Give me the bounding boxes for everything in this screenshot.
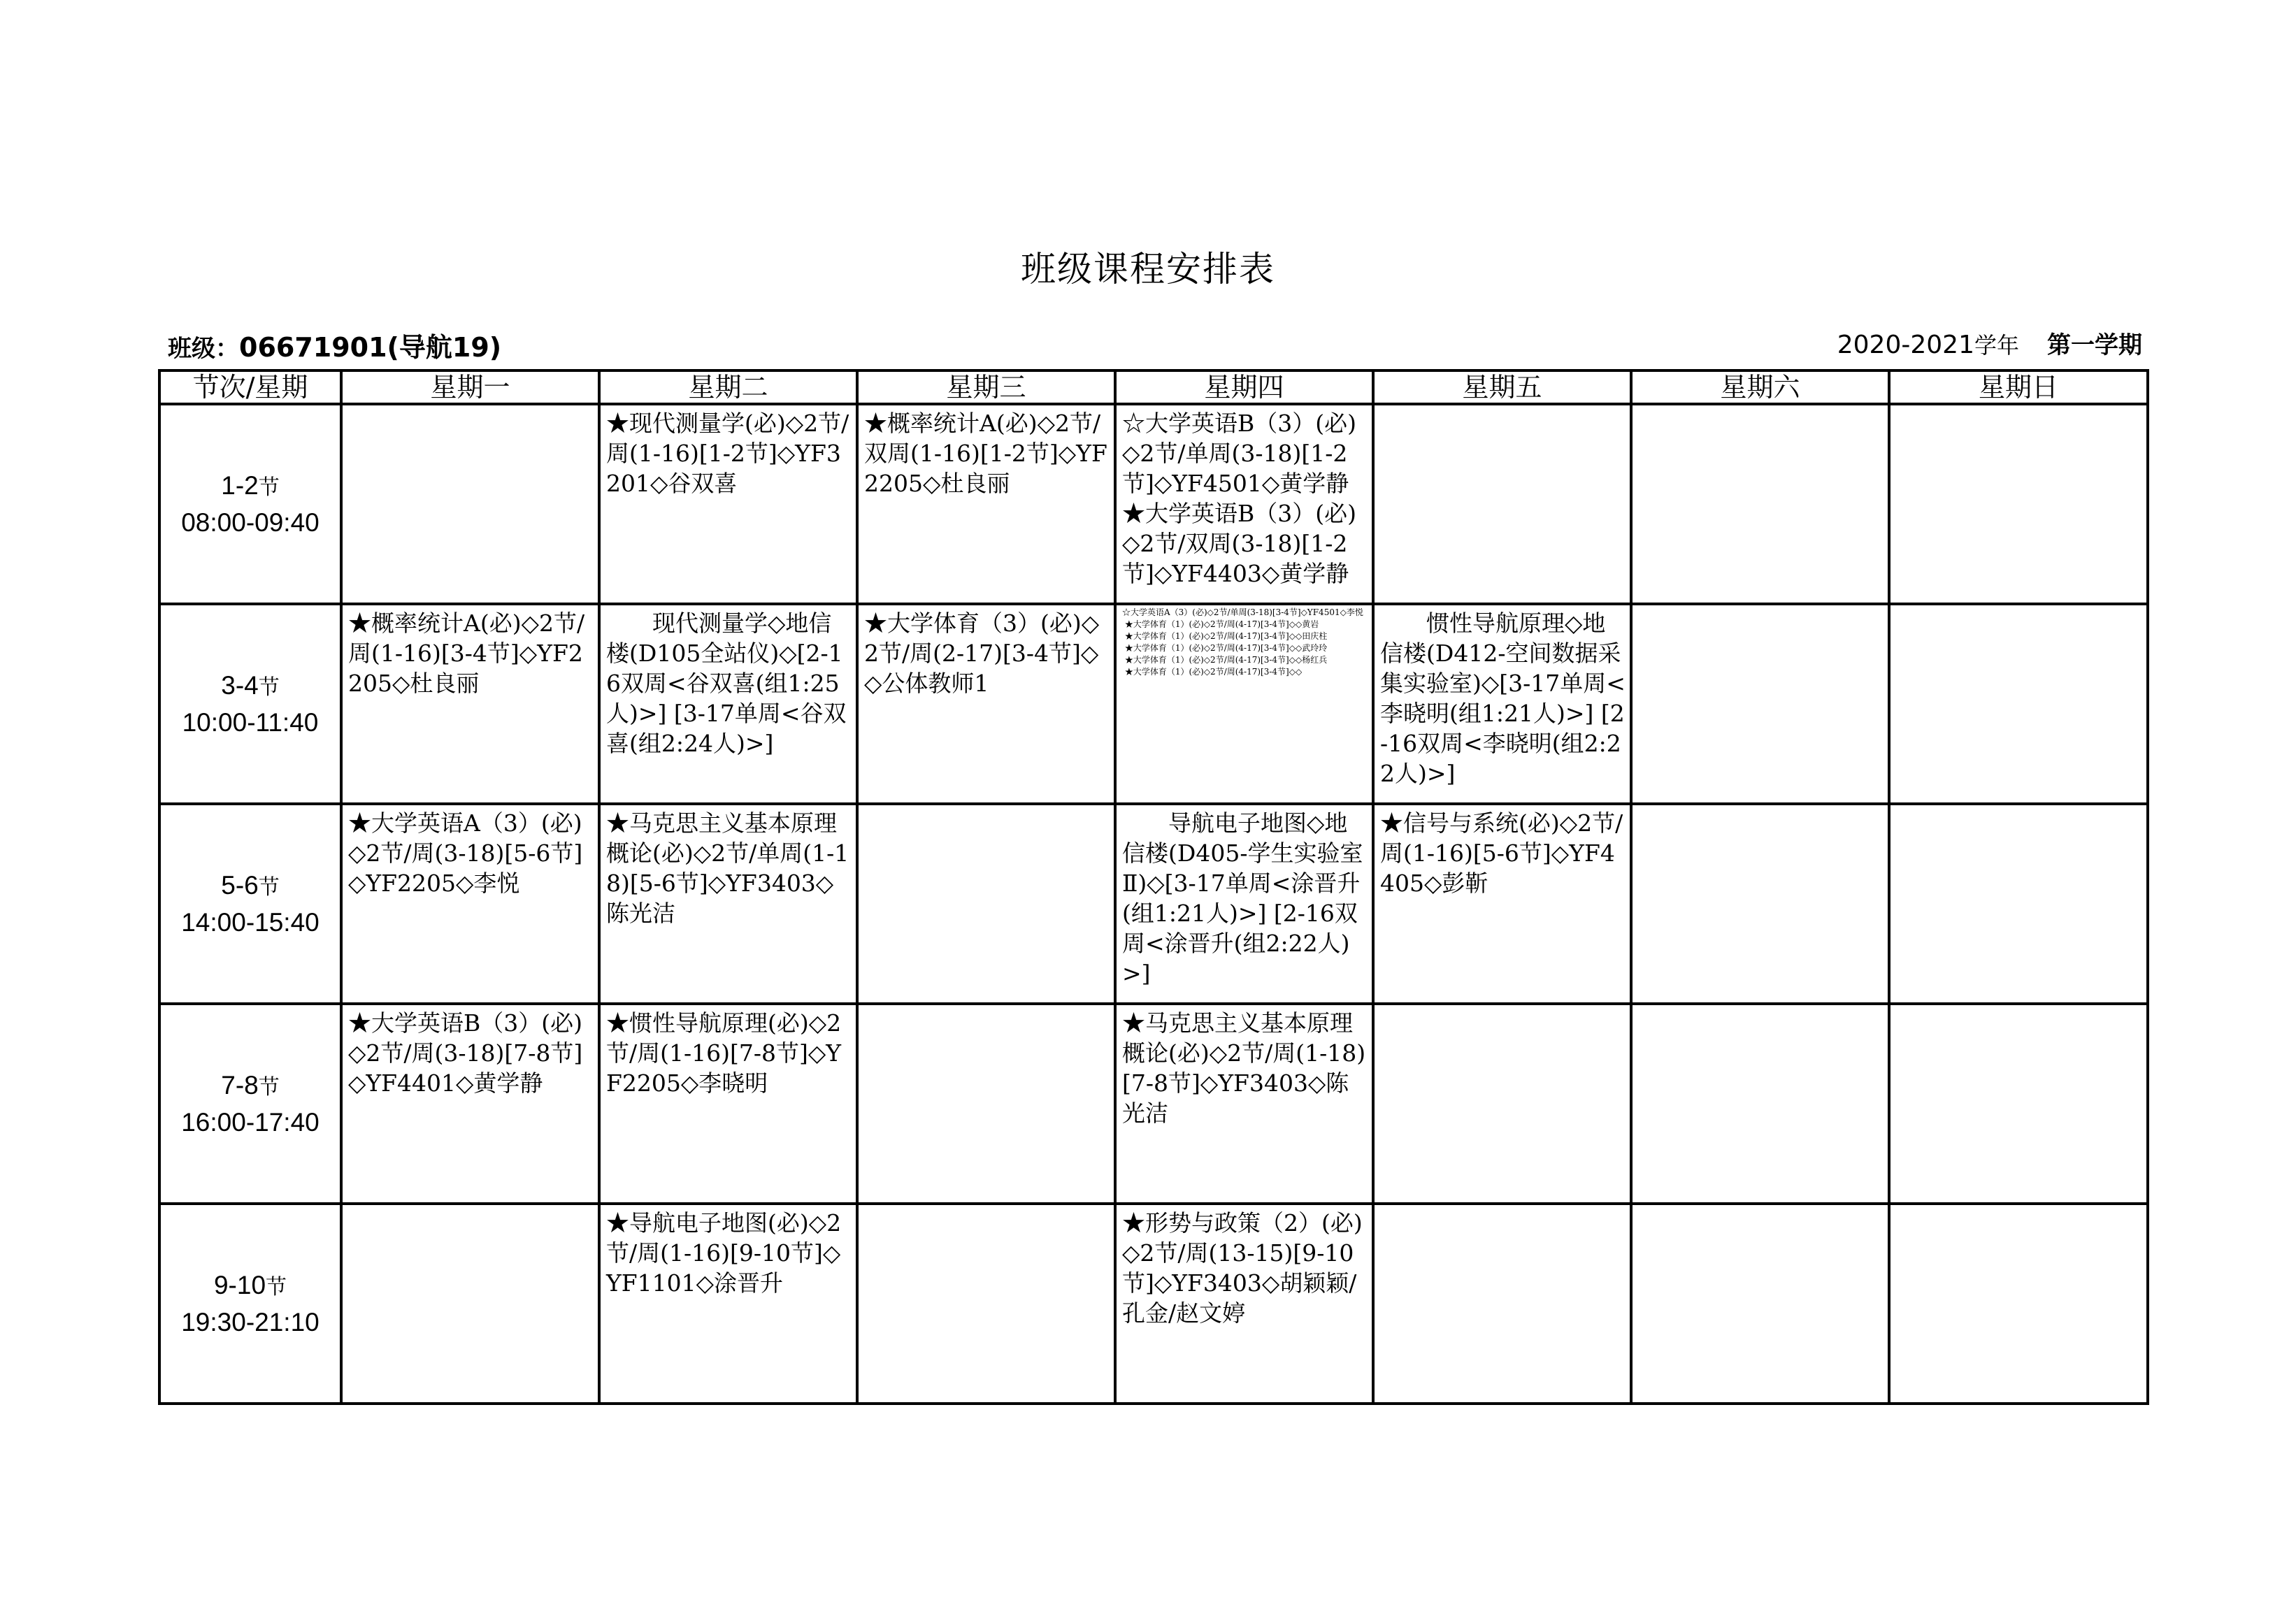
course-cell	[1889, 404, 2148, 604]
table-row	[159, 1004, 2148, 1204]
course-text: ★概率统计A(必)◇2节/周(1-16)[3-4节]◇YF2205◇杜良丽	[348, 610, 585, 697]
course-cell	[1115, 804, 1373, 1004]
course-text	[1375, 1005, 1630, 1202]
header-friday: 星期五	[1373, 370, 1631, 404]
course-cell	[857, 1204, 1115, 1404]
course-cell	[1889, 804, 2148, 1004]
course-text	[1375, 1205, 1630, 1402]
course-cell	[857, 404, 1115, 604]
period-time: 14:00-15:40	[181, 907, 320, 937]
course-text	[343, 405, 598, 603]
course-cell	[341, 404, 599, 604]
schedule-table	[158, 369, 2149, 1405]
course-text	[859, 805, 1114, 1002]
course-cell	[599, 404, 857, 604]
period-number: 3-4	[221, 670, 259, 700]
page-title: 班级课程安排表	[1021, 249, 1275, 289]
course-text	[859, 1205, 1114, 1402]
course-text: ★信号与系统(必)◇2节/周(1-16)[5-6节]◇YF4405◇彭靳	[1380, 809, 1623, 897]
class-label: 班级：	[168, 335, 239, 363]
header-sunday: 星期日	[1889, 370, 2148, 404]
course-text: ★概率统计A(必)◇2节/双周(1-16)[1-2节]◇YF2205◇杜良丽	[864, 410, 1107, 497]
period-suffix: 节	[258, 874, 280, 900]
table-row	[159, 804, 2148, 1004]
course-cell	[341, 1004, 599, 1204]
period-time: 19:30-21:10	[181, 1307, 320, 1336]
course-text: 导航电子地图◇地信楼(D405-学生实验室Ⅱ)◇[3-17单周<涂晋升(组1:21人)>] [2-16双周<涂晋升(组2:22人)>]	[1122, 809, 1363, 987]
course-text	[343, 1205, 598, 1402]
course-cell	[857, 804, 1115, 1004]
period-cell	[159, 404, 341, 604]
course-cell	[1631, 1004, 1889, 1204]
course-cell	[1631, 1204, 1889, 1404]
course-cell	[1631, 604, 1889, 804]
course-cell	[1373, 1004, 1631, 1204]
course-cell	[1889, 1204, 2148, 1404]
course-cell	[341, 1204, 599, 1404]
course-text: ★大学英语A（3）(必)◇2节/周(3-18)[5-6节]◇YF2205◇李悦	[348, 809, 583, 897]
course-cell	[1115, 404, 1373, 604]
header-thursday: 星期四	[1115, 370, 1373, 404]
course-cell	[1115, 604, 1373, 804]
academic-year: 2020-2021	[1837, 331, 1974, 359]
class-value: 06671901(导航19)	[239, 332, 502, 363]
course-text: ★大学体育（3）(必)◇2节/周(2-17)[3-4节]◇◇公体教师1	[864, 610, 1100, 697]
course-text: ☆大学英语A（3）(必)◇2节/单周(3-18)[3-4节]◇YF4501◇李悦 ★大学体育（1）(必)◇2节/周(4-17)[3-4节]◇◇黄岩 ★大学体育（1）(必)◇2节/周(4-17)[3-4节]◇◇田庆柱 ★大学体育（1）(必)◇2节/周(4-17)[3-4节]◇◇武玲玲 ★大学体育（1）(必)◇2节/周(4-17)[3-4节]◇◇杨红兵 ★大学体育（1）(必)◇2节/周(4-17)[3-4节]◇◇	[1122, 607, 1363, 677]
period-suffix: 节	[258, 675, 280, 700]
period-number: 1-2	[221, 470, 259, 500]
table-row	[159, 604, 2148, 804]
course-text: ★形势与政策（2）(必)◇2节/周(13-15)[9-10节]◇YF3403◇胡颖颖/孔金/赵文婷	[1122, 1209, 1363, 1327]
course-cell	[599, 804, 857, 1004]
course-text	[859, 1005, 1114, 1202]
header-tuesday: 星期二	[599, 370, 857, 404]
course-text	[1633, 405, 1888, 603]
course-text	[1890, 1005, 2146, 1202]
course-text: 现代测量学◇地信楼(D105全站仪)◇[2-16双周<谷双喜(组1:25人)>] [3-17单周<谷双喜(组2:24人)>]	[606, 610, 847, 757]
course-cell	[341, 804, 599, 1004]
course-cell	[1889, 604, 2148, 804]
term-info	[1837, 326, 2142, 360]
course-cell	[1373, 804, 1631, 1004]
course-text: ★大学英语B（3）(必)◇2节/周(3-18)[7-8节]◇YF4401◇黄学静	[348, 1009, 583, 1097]
period-number: 9-10	[213, 1270, 266, 1299]
course-text	[1633, 805, 1888, 1002]
table-row	[159, 404, 2148, 604]
course-text: ★现代测量学(必)◇2节/周(1-16)[1-2节]◇YF3201◇谷双喜	[606, 410, 849, 497]
class-info	[168, 326, 501, 364]
course-text	[1633, 1005, 1888, 1202]
course-cell	[857, 604, 1115, 804]
period-time: 16:00-17:40	[181, 1107, 320, 1137]
course-text	[1890, 605, 2146, 802]
course-text	[1890, 1205, 2146, 1402]
course-cell	[1373, 1204, 1631, 1404]
course-cell	[599, 1004, 857, 1204]
header-wednesday: 星期三	[857, 370, 1115, 404]
course-cell	[1115, 1004, 1373, 1204]
course-text: ★导航电子地图(必)◇2节/周(1-16)[9-10节]◇YF1101◇涂晋升	[606, 1209, 842, 1297]
header-saturday: 星期六	[1631, 370, 1889, 404]
course-text	[1633, 605, 1888, 802]
semester: 第一学期	[2047, 331, 2142, 359]
period-time: 10:00-11:40	[182, 707, 319, 737]
course-cell	[1631, 404, 1889, 604]
course-cell	[1373, 404, 1631, 604]
period-time: 08:00-09:40	[181, 507, 320, 537]
course-cell	[1373, 604, 1631, 804]
course-text: ★马克思主义基本原理概论(必)◇2节/周(1-18)[7-8节]◇YF3403◇陈光洁	[1122, 1009, 1366, 1127]
course-cell	[341, 604, 599, 804]
course-cell	[1889, 1004, 2148, 1204]
course-cell	[857, 1004, 1115, 1204]
course-text: 惯性导航原理◇地信楼(D412-空间数据采集实验室)◇[3-17单周<李晓明(组1:21人)>] [2-16双周<李晓明(组2:22人)>]	[1380, 610, 1626, 787]
academic-year-suffix: 学年	[1974, 332, 2019, 359]
table-row	[159, 1204, 2148, 1404]
course-text	[1890, 405, 2146, 603]
period-suffix: 节	[258, 475, 280, 500]
course-text	[1633, 1205, 1888, 1402]
course-cell	[1115, 1204, 1373, 1404]
period-suffix: 节	[266, 1274, 287, 1299]
period-cell	[159, 1004, 341, 1204]
course-text	[1375, 405, 1630, 603]
course-text: ☆大学英语B（3）(必)◇2节/单周(3-18)[1-2节]◇YF4501◇黄学静 ★大学英语B（3）(必)◇2节/双周(3-18)[1-2节]◇YF4403◇黄学静	[1122, 410, 1356, 587]
course-text: ★惯性导航原理(必)◇2节/周(1-16)[7-8节]◇YF2205◇李晓明	[606, 1009, 842, 1097]
course-text	[1890, 805, 2146, 1002]
course-text: ★马克思主义基本原理概论(必)◇2节/单周(1-18)[5-6节]◇YF3403◇陈光洁	[606, 809, 849, 927]
period-number: 5-6	[221, 870, 259, 900]
course-cell	[599, 604, 857, 804]
period-number: 7-8	[221, 1070, 259, 1100]
period-cell	[159, 804, 341, 1004]
period-cell	[159, 604, 341, 804]
header-row	[159, 370, 2148, 404]
course-cell	[599, 1204, 857, 1404]
period-suffix: 节	[258, 1074, 280, 1100]
header-monday: 星期一	[341, 370, 599, 404]
header-period: 节次/星期	[159, 370, 341, 404]
course-cell	[1631, 804, 1889, 1004]
period-cell	[159, 1204, 341, 1404]
